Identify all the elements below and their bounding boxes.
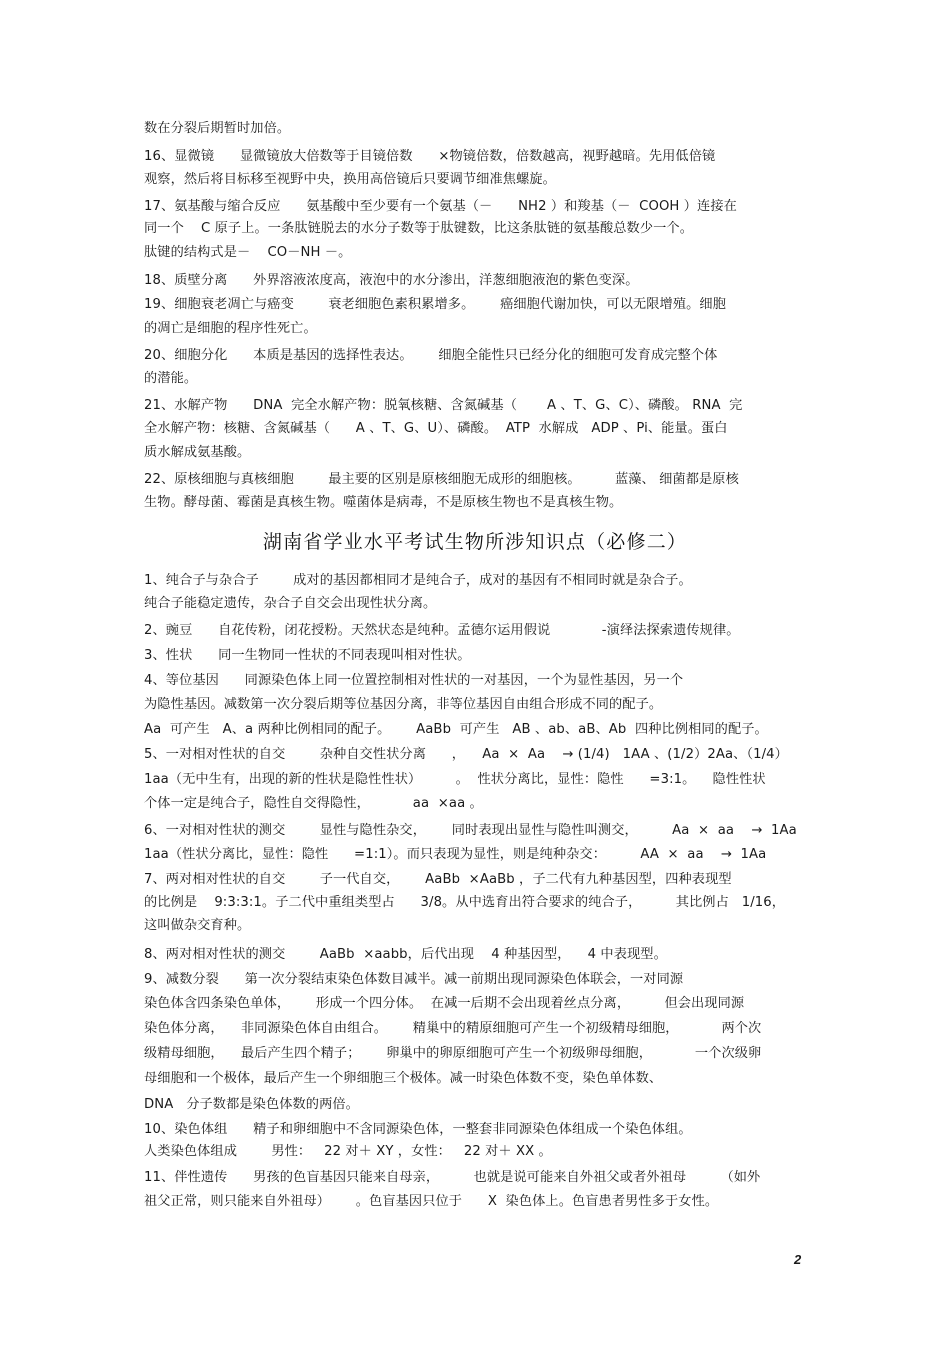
text-line: 数在分裂后期暂时加倍。: [144, 121, 291, 136]
text-line: 1aa（无中生有，出现的新的性状是隐性性状） 。 性状分离比，显性：隐性 =3:1。 隐性性状: [144, 772, 766, 787]
text-line: 同一个 C 原子上。一条肽链脱去的水分子数等于肽键数，比这条肽链的氨基酸总数少一个。: [144, 221, 693, 236]
text-line: 纯合子能稳定遗传，杂合子自交会出现性状分离。: [144, 596, 437, 611]
text-line: 19、细胞衰老凋亡与癌变 衰老细胞色素积累增多。 癌细胞代谢加快，可以无限增殖。细胞: [144, 297, 726, 312]
text-line: 16、显微镜 显微镜放大倍数等于目镜倍数 ×物镜倍数，倍数越高，视野越暗。先用低倍镜: [144, 149, 716, 164]
text-line: DNA 分子数都是染色体数的两倍。: [144, 1097, 359, 1112]
text-line: 生物。酵母菌、霉菌是真核生物。噬菌体是病毒，不是原核生物也不是真核生物。: [144, 495, 623, 510]
text-line: 5、一对相对性状的自交 杂种自交性状分离 ， Aa × Aa → (1/4) 1AA 、(1/2）2Aa、（1/4）: [144, 747, 788, 762]
text-line: 肽键的结构式是－ CO－NH －。: [144, 245, 352, 260]
text-line: 2、豌豆 自花传粉，闭花授粉。天然状态是纯种。孟德尔运用假说 -演绎法探索遗传规律。: [144, 623, 740, 638]
text-line: 个体一定是纯合子，隐性自交得隐性， aa ×aa 。: [144, 796, 483, 811]
text-line: 质水解成氨基酸。: [144, 445, 251, 460]
text-line: 的潜能。: [144, 371, 198, 386]
text-line: 8、两对相对性状的测交 AaBb ×aabb，后代出现 4 种基因型， 4 中表现型。: [144, 947, 667, 962]
text-line: 这叫做杂交育种。: [144, 918, 251, 933]
text-line: 4、等位基因 同源染色体上同一位置控制相对性状的一对基因，一个为显性基因，另一个: [144, 673, 684, 688]
text-line: 7、两对相对性状的自交 子一代自交， AaBb ×AaBb ，子二代有九种基因型，四种表现型: [144, 872, 732, 887]
text-line: 的凋亡是细胞的程序性死亡。: [144, 321, 317, 336]
text-line: 18、质壁分离 外界溶液浓度高，液泡中的水分渗出，洋葱细胞液泡的紫色变深。: [144, 273, 639, 288]
text-line: 祖父正常，则只能来自外祖母） 。色盲基因只位于 X 染色体上。色盲患者男性多于女性。: [144, 1194, 719, 1209]
text-line: 3、性状 同一生物同一性状的不同表现叫相对性状。: [144, 648, 471, 663]
text-line: 11、伴性遗传 男孩的色盲基因只能来自母亲， 也就是说可能来自外祖父或者外祖母 （如外: [144, 1170, 761, 1185]
text-line: 的比例是 9:3:3:1。子二代中重组类型占 3/8。从中选育出符合要求的纯合子， 其比例占 1/16，: [144, 895, 786, 910]
text-line: 1aa（性状分离比，显性：隐性 =1:1）。而只表现为显性，则是纯种杂交： AA × aa → 1Aa: [144, 847, 767, 862]
text-line: 9、减数分裂 第一次分裂结束染色体数目减半。减一前期出现同源染色体联会，一对同源: [144, 972, 684, 987]
text-line: 母细胞和一个极体，最后产生一个卵细胞三个极体。减一时染色体数不变，染色单体数、: [144, 1071, 663, 1086]
text-line: 人类染色体组成 男性： 22 对＋ XY ，女性： 22 对＋ XX 。: [144, 1144, 552, 1159]
text-line: 22、原核细胞与真核细胞 最主要的区别是原核细胞无成形的细胞核。 蓝藻、 细菌都是原核: [144, 472, 739, 487]
text-line: 6、一对相对性状的测交 显性与隐性杂交， 同时表现出显性与隐性叫测交， Aa × aa → 1Aa: [144, 823, 797, 838]
text-line: 1、纯合子与杂合子 成对的基因都相同才是纯合子，成对的基因有不相同时就是杂合子。: [144, 573, 692, 588]
text-line: 级精母细胞， 最后产生四个精子； 卵巢中的卵原细胞可产生一个初级卵母细胞， 一个次级卵: [144, 1046, 762, 1061]
text-line: 为隐性基因。减数第一次分裂后期等位基因分离，非等位基因自由组合形成不同的配子。: [144, 697, 663, 712]
text-line: 染色体分离， 非同源染色体自由组合。 精巢中的精原细胞可产生一个初级精母细胞， 两个次: [144, 1021, 762, 1036]
text-line: 观察，然后将目标移至视野中央，换用高倍镜后只要调节细准焦螺旋。: [144, 172, 556, 187]
text-line: 21、水解产物 DNA 完全水解产物：脱氧核糖、含氮碱基（ A 、T、G、C）、磷酸。 RNA 完: [144, 398, 743, 413]
text-line: Aa 可产生 A、a 两种比例相同的配子。 AaBb 可产生 AB 、ab、aB、Ab 四种比例相同的配子。: [144, 722, 768, 737]
section-title: 湖南省学业水平考试生物所涉知识点（必修二）: [262, 531, 688, 553]
text-line: 全水解产物：核糖、含氮碱基（ A 、T、G、U）、磷酸。 ATP 水解成 ADP 、Pi、能量。蛋白: [144, 421, 728, 436]
text-line: 染色体含四条染色单体， 形成一个四分体。 在减一后期不会出现着丝点分离， 但会出现同源: [144, 996, 745, 1011]
page-number: 2: [794, 1252, 802, 1267]
text-line: 17、氨基酸与缩合反应 氨基酸中至少要有一个氨基（－ NH2 ）和羧基（－ COOH ）连接在: [144, 199, 737, 214]
text-line: 20、细胞分化 本质是基因的选择性表达。 细胞全能性只已经分化的细胞可发育成完整个体: [144, 348, 718, 363]
text-line: 10、染色体组 精子和卵细胞中不含同源染色体，一整套非同源染色体组成一个染色体组。: [144, 1122, 692, 1137]
